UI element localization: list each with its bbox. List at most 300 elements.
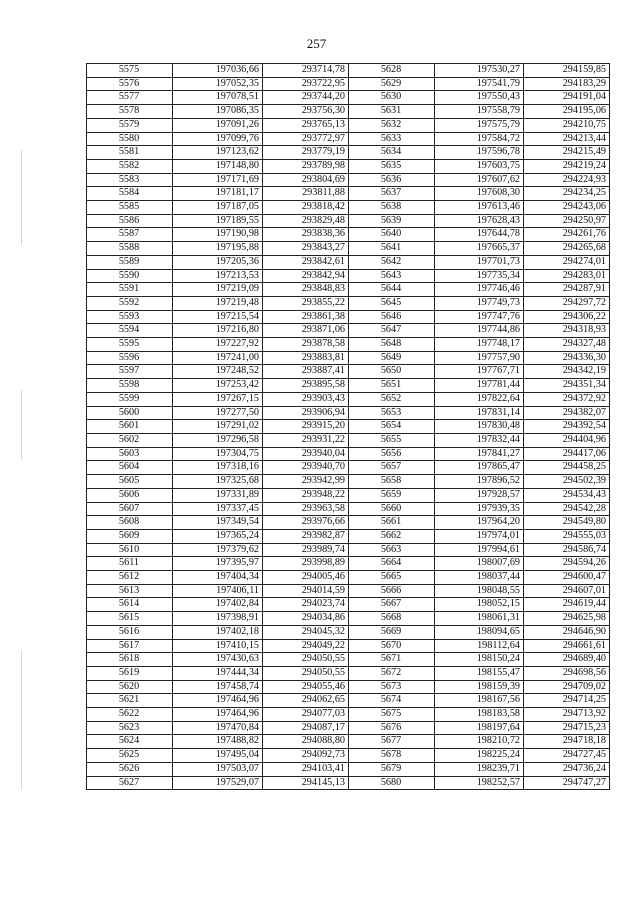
table-row [87,132,610,146]
table-row [87,406,610,420]
left-x-coordinate-cell: 197470,84 [173,721,263,735]
left-point-number-cell: 5622 [87,708,173,722]
right-x-coordinate-cell: 197575,79 [435,118,524,132]
left-point-number-cell: 5587 [87,228,173,242]
left-point-number-cell: 5589 [87,255,173,269]
right-point-number-cell: 5638 [349,201,435,215]
left-y-coordinate-cell: 294088,80 [263,735,349,749]
right-point-number-cell: 5646 [349,310,435,324]
right-point-number-cell: 5628 [349,64,435,78]
right-x-coordinate-cell: 197603,75 [435,159,524,173]
right-x-coordinate-cell: 197896,52 [435,475,524,489]
right-point-number-cell: 5636 [349,173,435,187]
right-x-coordinate-cell: 197644,78 [435,228,524,242]
right-y-coordinate-cell: 294159,85 [524,64,610,78]
right-x-coordinate-cell: 198167,56 [435,694,524,708]
left-x-coordinate-cell: 197458,74 [173,680,263,694]
right-point-number-cell: 5641 [349,242,435,256]
left-point-number-cell: 5588 [87,242,173,256]
left-x-coordinate-cell: 197036,66 [173,64,263,78]
right-y-coordinate-cell: 294342,19 [524,365,610,379]
left-y-coordinate-cell: 294034,86 [263,612,349,626]
left-y-coordinate-cell: 294050,55 [263,653,349,667]
table-row [87,283,610,297]
left-point-number-cell: 5604 [87,461,173,475]
table-row [87,146,610,160]
table-row [87,625,610,639]
left-point-number-cell: 5594 [87,324,173,338]
table-row [87,584,610,598]
table-row [87,269,610,283]
left-point-number-cell: 5609 [87,529,173,543]
right-y-coordinate-cell: 294250,97 [524,214,610,228]
left-y-coordinate-cell: 293744,20 [263,91,349,105]
scan-margin-line [21,150,22,245]
left-y-coordinate-cell: 293963,58 [263,502,349,516]
left-point-number-cell: 5618 [87,653,173,667]
right-x-coordinate-cell: 197749,73 [435,296,524,310]
right-x-coordinate-cell: 198007,69 [435,557,524,571]
right-point-number-cell: 5652 [349,392,435,406]
right-y-coordinate-cell: 294287,91 [524,283,610,297]
left-y-coordinate-cell: 293906,94 [263,406,349,420]
left-y-coordinate-cell: 293998,89 [263,557,349,571]
right-point-number-cell: 5629 [349,77,435,91]
left-y-coordinate-cell: 293915,20 [263,420,349,434]
table-row [87,598,610,612]
left-y-coordinate-cell: 294050,55 [263,666,349,680]
left-point-number-cell: 5613 [87,584,173,598]
right-x-coordinate-cell: 197744,86 [435,324,524,338]
left-point-number-cell: 5600 [87,406,173,420]
left-x-coordinate-cell: 197444,34 [173,666,263,680]
right-point-number-cell: 5662 [349,529,435,543]
left-y-coordinate-cell: 293818,42 [263,201,349,215]
left-x-coordinate-cell: 197187,05 [173,201,263,215]
right-x-coordinate-cell: 197665,37 [435,242,524,256]
right-y-coordinate-cell: 294306,22 [524,310,610,324]
right-y-coordinate-cell: 294718,18 [524,735,610,749]
left-x-coordinate-cell: 197099,76 [173,132,263,146]
right-y-coordinate-cell: 294213,44 [524,132,610,146]
left-x-coordinate-cell: 197495,04 [173,749,263,763]
left-x-coordinate-cell: 197402,18 [173,625,263,639]
left-point-number-cell: 5607 [87,502,173,516]
right-x-coordinate-cell: 197781,44 [435,379,524,393]
table-row [87,324,610,338]
left-y-coordinate-cell: 293940,70 [263,461,349,475]
left-y-coordinate-cell: 293878,58 [263,338,349,352]
left-point-number-cell: 5624 [87,735,173,749]
page-number: 257 [306,36,327,51]
left-x-coordinate-cell: 197503,07 [173,762,263,776]
left-x-coordinate-cell: 197241,00 [173,351,263,365]
left-y-coordinate-cell: 294005,46 [263,571,349,585]
right-y-coordinate-cell: 294502,39 [524,475,610,489]
right-y-coordinate-cell: 294698,56 [524,666,610,680]
left-x-coordinate-cell: 197213,53 [173,269,263,283]
left-x-coordinate-cell: 197189,55 [173,214,263,228]
right-x-coordinate-cell: 197613,46 [435,201,524,215]
left-y-coordinate-cell: 294055,46 [263,680,349,694]
right-y-coordinate-cell: 294261,76 [524,228,610,242]
right-point-number-cell: 5659 [349,488,435,502]
left-point-number-cell: 5603 [87,447,173,461]
right-point-number-cell: 5666 [349,584,435,598]
table-row [87,420,610,434]
left-x-coordinate-cell: 197277,50 [173,406,263,420]
right-x-coordinate-cell: 198225,24 [435,749,524,763]
left-point-number-cell: 5582 [87,159,173,173]
left-y-coordinate-cell: 294049,22 [263,639,349,653]
left-x-coordinate-cell: 197227,92 [173,338,263,352]
right-point-number-cell: 5663 [349,543,435,557]
right-y-coordinate-cell: 294625,98 [524,612,610,626]
left-y-coordinate-cell: 294145,13 [263,776,349,790]
right-y-coordinate-cell: 294382,07 [524,406,610,420]
left-point-number-cell: 5596 [87,351,173,365]
table-row [87,612,610,626]
right-x-coordinate-cell: 198155,47 [435,666,524,680]
table-row [87,91,610,105]
left-point-number-cell: 5610 [87,543,173,557]
right-x-coordinate-cell: 197831,14 [435,406,524,420]
table-row [87,721,610,735]
left-point-number-cell: 5578 [87,105,173,119]
left-y-coordinate-cell: 293883,81 [263,351,349,365]
left-point-number-cell: 5575 [87,64,173,78]
left-point-number-cell: 5581 [87,146,173,160]
right-x-coordinate-cell: 197767,71 [435,365,524,379]
table-row [87,392,610,406]
left-point-number-cell: 5585 [87,201,173,215]
left-point-number-cell: 5615 [87,612,173,626]
right-point-number-cell: 5678 [349,749,435,763]
right-x-coordinate-cell: 197748,17 [435,338,524,352]
left-y-coordinate-cell: 294077,03 [263,708,349,722]
right-y-coordinate-cell: 294689,40 [524,653,610,667]
left-x-coordinate-cell: 197291,02 [173,420,263,434]
table-row [87,214,610,228]
right-y-coordinate-cell: 294195,06 [524,105,610,119]
coordinates-table [86,63,610,790]
right-x-coordinate-cell: 197608,30 [435,187,524,201]
left-x-coordinate-cell: 197404,34 [173,571,263,585]
table-row [87,749,610,763]
table-row [87,187,610,201]
table-row [87,666,610,680]
right-point-number-cell: 5667 [349,598,435,612]
left-x-coordinate-cell: 197430,63 [173,653,263,667]
right-x-coordinate-cell: 197558,79 [435,105,524,119]
table-row [87,488,610,502]
table-row [87,77,610,91]
left-point-number-cell: 5627 [87,776,173,790]
left-x-coordinate-cell: 197052,35 [173,77,263,91]
right-point-number-cell: 5642 [349,255,435,269]
right-x-coordinate-cell: 197701,73 [435,255,524,269]
left-x-coordinate-cell: 197402,84 [173,598,263,612]
right-y-coordinate-cell: 294661,61 [524,639,610,653]
left-y-coordinate-cell: 293895,58 [263,379,349,393]
right-x-coordinate-cell: 197830,48 [435,420,524,434]
left-x-coordinate-cell: 197464,96 [173,708,263,722]
right-point-number-cell: 5680 [349,776,435,790]
right-x-coordinate-cell: 197832,44 [435,433,524,447]
left-point-number-cell: 5617 [87,639,173,653]
left-point-number-cell: 5601 [87,420,173,434]
left-y-coordinate-cell: 293811,88 [263,187,349,201]
left-y-coordinate-cell: 293948,22 [263,488,349,502]
left-point-number-cell: 5616 [87,625,173,639]
table-row [87,653,610,667]
left-x-coordinate-cell: 197529,07 [173,776,263,790]
left-point-number-cell: 5614 [87,598,173,612]
left-y-coordinate-cell: 293903,43 [263,392,349,406]
right-x-coordinate-cell: 197822,64 [435,392,524,406]
right-y-coordinate-cell: 294336,30 [524,351,610,365]
table-row [87,502,610,516]
right-y-coordinate-cell: 294713,92 [524,708,610,722]
right-x-coordinate-cell: 198159,39 [435,680,524,694]
left-x-coordinate-cell: 197410,15 [173,639,263,653]
left-y-coordinate-cell: 293871,06 [263,324,349,338]
right-x-coordinate-cell: 197541,79 [435,77,524,91]
table-row [87,379,610,393]
left-x-coordinate-cell: 197379,62 [173,543,263,557]
right-point-number-cell: 5670 [349,639,435,653]
right-x-coordinate-cell: 197746,46 [435,283,524,297]
left-x-coordinate-cell: 197395,97 [173,557,263,571]
left-x-coordinate-cell: 197253,42 [173,379,263,393]
left-point-number-cell: 5586 [87,214,173,228]
right-y-coordinate-cell: 294265,68 [524,242,610,256]
right-point-number-cell: 5657 [349,461,435,475]
left-y-coordinate-cell: 293842,61 [263,255,349,269]
right-y-coordinate-cell: 294715,23 [524,721,610,735]
right-y-coordinate-cell: 294215,49 [524,146,610,160]
table-row [87,639,610,653]
table-row [87,228,610,242]
left-y-coordinate-cell: 293842,94 [263,269,349,283]
table-row [87,64,610,78]
table-row [87,105,610,119]
right-point-number-cell: 5635 [349,159,435,173]
right-point-number-cell: 5651 [349,379,435,393]
left-x-coordinate-cell: 197267,15 [173,392,263,406]
left-x-coordinate-cell: 197216,80 [173,324,263,338]
table-row [87,543,610,557]
right-point-number-cell: 5660 [349,502,435,516]
left-y-coordinate-cell: 293887,41 [263,365,349,379]
table-row [87,447,610,461]
right-point-number-cell: 5649 [349,351,435,365]
right-point-number-cell: 5639 [349,214,435,228]
right-x-coordinate-cell: 197928,57 [435,488,524,502]
left-point-number-cell: 5592 [87,296,173,310]
table-row [87,735,610,749]
left-y-coordinate-cell: 293765,13 [263,118,349,132]
right-point-number-cell: 5673 [349,680,435,694]
left-point-number-cell: 5590 [87,269,173,283]
left-y-coordinate-cell: 294087,17 [263,721,349,735]
right-point-number-cell: 5676 [349,721,435,735]
left-point-number-cell: 5608 [87,516,173,530]
right-x-coordinate-cell: 197964,20 [435,516,524,530]
left-point-number-cell: 5602 [87,433,173,447]
left-y-coordinate-cell: 294092,73 [263,749,349,763]
left-point-number-cell: 5612 [87,571,173,585]
left-x-coordinate-cell: 197325,68 [173,475,263,489]
right-y-coordinate-cell: 294727,45 [524,749,610,763]
left-x-coordinate-cell: 197219,48 [173,296,263,310]
right-x-coordinate-cell: 198048,55 [435,584,524,598]
left-y-coordinate-cell: 293838,36 [263,228,349,242]
right-y-coordinate-cell: 294297,72 [524,296,610,310]
left-x-coordinate-cell: 197181,17 [173,187,263,201]
left-x-coordinate-cell: 197318,16 [173,461,263,475]
right-x-coordinate-cell: 198061,31 [435,612,524,626]
left-point-number-cell: 5620 [87,680,173,694]
right-point-number-cell: 5674 [349,694,435,708]
left-y-coordinate-cell: 294045,32 [263,625,349,639]
right-x-coordinate-cell: 197550,43 [435,91,524,105]
left-point-number-cell: 5583 [87,173,173,187]
right-y-coordinate-cell: 294327,48 [524,338,610,352]
right-x-coordinate-cell: 197974,01 [435,529,524,543]
right-point-number-cell: 5665 [349,571,435,585]
table-row [87,516,610,530]
scan-margin-line [21,650,22,790]
right-point-number-cell: 5640 [349,228,435,242]
right-y-coordinate-cell: 294458,25 [524,461,610,475]
left-x-coordinate-cell: 197078,51 [173,91,263,105]
left-point-number-cell: 5605 [87,475,173,489]
left-x-coordinate-cell: 197337,45 [173,502,263,516]
right-point-number-cell: 5631 [349,105,435,119]
right-point-number-cell: 5668 [349,612,435,626]
right-y-coordinate-cell: 294736,24 [524,762,610,776]
left-y-coordinate-cell: 293772,97 [263,132,349,146]
left-y-coordinate-cell: 293942,99 [263,475,349,489]
right-x-coordinate-cell: 198112,64 [435,639,524,653]
right-x-coordinate-cell: 198094,65 [435,625,524,639]
right-point-number-cell: 5664 [349,557,435,571]
right-y-coordinate-cell: 294586,74 [524,543,610,557]
right-y-coordinate-cell: 294607,01 [524,584,610,598]
left-point-number-cell: 5606 [87,488,173,502]
right-point-number-cell: 5644 [349,283,435,297]
table-row [87,529,610,543]
left-point-number-cell: 5619 [87,666,173,680]
table-row [87,694,610,708]
right-point-number-cell: 5650 [349,365,435,379]
left-point-number-cell: 5580 [87,132,173,146]
right-x-coordinate-cell: 197735,34 [435,269,524,283]
right-y-coordinate-cell: 294747,27 [524,776,610,790]
left-x-coordinate-cell: 197091,26 [173,118,263,132]
left-x-coordinate-cell: 197190,98 [173,228,263,242]
right-x-coordinate-cell: 197628,43 [435,214,524,228]
right-x-coordinate-cell: 197939,35 [435,502,524,516]
left-point-number-cell: 5621 [87,694,173,708]
left-x-coordinate-cell: 197365,24 [173,529,263,543]
left-point-number-cell: 5595 [87,338,173,352]
right-point-number-cell: 5675 [349,708,435,722]
left-x-coordinate-cell: 197464,96 [173,694,263,708]
coordinates-table-body [87,64,610,790]
left-y-coordinate-cell: 293779,19 [263,146,349,160]
left-y-coordinate-cell: 293940,04 [263,447,349,461]
right-x-coordinate-cell: 198052,15 [435,598,524,612]
right-y-coordinate-cell: 294404,96 [524,433,610,447]
left-point-number-cell: 5597 [87,365,173,379]
right-x-coordinate-cell: 197607,62 [435,173,524,187]
left-point-number-cell: 5577 [87,91,173,105]
right-y-coordinate-cell: 294183,29 [524,77,610,91]
left-point-number-cell: 5598 [87,379,173,393]
right-x-coordinate-cell: 198183,58 [435,708,524,722]
left-x-coordinate-cell: 197398,91 [173,612,263,626]
left-y-coordinate-cell: 293714,78 [263,64,349,78]
right-y-coordinate-cell: 294619,44 [524,598,610,612]
left-y-coordinate-cell: 293843,27 [263,242,349,256]
right-x-coordinate-cell: 197757,90 [435,351,524,365]
right-y-coordinate-cell: 294191,04 [524,91,610,105]
right-x-coordinate-cell: 197841,27 [435,447,524,461]
table-row [87,461,610,475]
right-x-coordinate-cell: 198197,64 [435,721,524,735]
table-row [87,762,610,776]
right-point-number-cell: 5655 [349,433,435,447]
left-y-coordinate-cell: 293789,98 [263,159,349,173]
table-row [87,310,610,324]
left-x-coordinate-cell: 197248,52 [173,365,263,379]
table-row [87,708,610,722]
right-x-coordinate-cell: 198037,44 [435,571,524,585]
left-y-coordinate-cell: 293931,22 [263,433,349,447]
left-x-coordinate-cell: 197086,35 [173,105,263,119]
left-y-coordinate-cell: 294014,59 [263,584,349,598]
left-y-coordinate-cell: 293989,74 [263,543,349,557]
table-row [87,255,610,269]
table-row [87,776,610,790]
right-y-coordinate-cell: 294555,03 [524,529,610,543]
right-x-coordinate-cell: 198210,72 [435,735,524,749]
right-y-coordinate-cell: 294534,43 [524,488,610,502]
right-y-coordinate-cell: 294392,54 [524,420,610,434]
left-y-coordinate-cell: 293722,95 [263,77,349,91]
left-x-coordinate-cell: 197148,80 [173,159,263,173]
left-x-coordinate-cell: 197488,82 [173,735,263,749]
left-y-coordinate-cell: 293848,83 [263,283,349,297]
left-y-coordinate-cell: 293976,66 [263,516,349,530]
right-point-number-cell: 5677 [349,735,435,749]
right-y-coordinate-cell: 294243,06 [524,201,610,215]
left-x-coordinate-cell: 197406,11 [173,584,263,598]
table-row [87,557,610,571]
left-x-coordinate-cell: 197304,75 [173,447,263,461]
table-row [87,571,610,585]
left-point-number-cell: 5584 [87,187,173,201]
left-point-number-cell: 5599 [87,392,173,406]
right-point-number-cell: 5634 [349,146,435,160]
left-point-number-cell: 5579 [87,118,173,132]
scan-margin-line [21,390,22,460]
left-point-number-cell: 5625 [87,749,173,763]
right-x-coordinate-cell: 198239,71 [435,762,524,776]
table-row [87,296,610,310]
